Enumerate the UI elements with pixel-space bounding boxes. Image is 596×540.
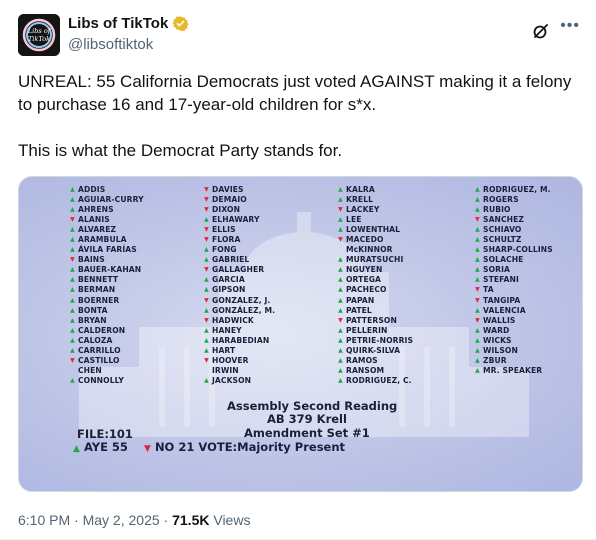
vote-row [69, 326, 144, 336]
aye-triangle-icon: ▲ [475, 246, 480, 254]
vote-row [203, 306, 275, 316]
aye-triangle-icon: ▲ [70, 276, 75, 284]
vote-row [337, 225, 413, 235]
member-name: PAPAN [346, 295, 375, 305]
member-name: ZBUR [483, 355, 507, 365]
no-triangle-icon: ▼ [204, 266, 209, 274]
aye-triangle-icon: ▲ [70, 266, 75, 274]
member-name: MURATSUCHI [346, 255, 404, 265]
vote-row [337, 336, 413, 346]
no-triangle-icon: ▼ [475, 216, 480, 224]
more-icon[interactable]: ••• [560, 17, 580, 34]
aye-triangle-icon: ▲ [70, 226, 75, 234]
aye-triangle-icon: ▲ [338, 376, 343, 384]
vote-row [474, 275, 553, 285]
member-name: MR. SPEAKER [483, 365, 543, 375]
aye-tally [73, 440, 128, 454]
member-name: ALANIS [78, 215, 110, 225]
member-name: WICKS [483, 335, 512, 345]
vote-row [203, 215, 275, 225]
no-triangle-icon: ▼ [338, 316, 343, 324]
member-name: TA [483, 285, 494, 295]
aye-triangle-icon: ▲ [70, 316, 75, 324]
aye-triangle-icon: ▲ [338, 256, 343, 264]
member-name: GONZALEZ, J. [212, 295, 271, 305]
tweet-text-line1: UNREAL: 55 California Democrats just voted AGAINST making it a felony to purchase 16 and 17-year-old children for s*x. [18, 72, 572, 114]
member-name: SCHIAVO [483, 225, 522, 235]
member-name: BAINS [78, 255, 105, 265]
member-name: PATTERSON [346, 315, 397, 325]
aye-triangle-icon: ▲ [70, 306, 75, 314]
no-triangle-icon: ▼ [70, 356, 75, 364]
no-triangle-icon: ▼ [144, 444, 151, 454]
member-name: NGUYEN [346, 265, 383, 275]
member-name: ALVAREZ [78, 225, 117, 235]
member-name: IRWIN [212, 365, 239, 375]
member-name: ELHAWARY [212, 215, 260, 225]
aye-triangle-icon: ▲ [338, 196, 343, 204]
vote-row [337, 275, 413, 285]
aye-triangle-icon: ▲ [475, 276, 480, 284]
member-name: BAUER-KAHAN [78, 265, 142, 275]
vote-row [69, 205, 144, 215]
vote-row [203, 356, 275, 366]
aye-triangle-icon: ▲ [73, 444, 80, 454]
member-name: CALOZA [78, 335, 113, 345]
vote-row [203, 285, 275, 295]
aye-triangle-icon: ▲ [204, 216, 209, 224]
no-triangle-icon: ▼ [204, 206, 209, 214]
aye-triangle-icon: ▲ [70, 286, 75, 294]
vote-row [69, 245, 144, 255]
vote-row [337, 235, 413, 245]
no-triangle-icon: ▼ [70, 256, 75, 264]
aye-triangle-icon: ▲ [70, 326, 75, 334]
aye-triangle-icon: ▲ [338, 186, 343, 194]
no-triangle-icon: ▼ [338, 206, 343, 214]
aye-triangle-icon: ▲ [338, 276, 343, 284]
no-triangle-icon: ▼ [204, 296, 209, 304]
aye-triangle-icon: ▲ [70, 206, 75, 214]
vote-row [474, 316, 553, 326]
member-name: HADWICK [212, 315, 254, 325]
vote-row [337, 366, 413, 376]
member-name: RUBIO [483, 205, 511, 215]
vote-row [337, 376, 413, 386]
member-name: GALLAGHER [212, 265, 265, 275]
no-triangle-icon: ▼ [475, 316, 480, 324]
aye-triangle-icon: ▲ [338, 296, 343, 304]
meta-separator: · [74, 512, 79, 528]
bill-label: AB 379 Krell [267, 412, 347, 426]
aye-triangle-icon: ▲ [338, 346, 343, 354]
tweet-time[interactable]: 6:10 PM [18, 512, 71, 528]
aye-triangle-icon: ▲ [338, 306, 343, 314]
aye-tally-label: AYE 55 [83, 440, 128, 454]
member-name: LEE [346, 215, 362, 225]
aye-triangle-icon: ▲ [475, 236, 480, 244]
tweet-date[interactable]: May 2, 2025 [82, 512, 160, 528]
member-name: ADDIS [78, 185, 106, 194]
vote-row [69, 376, 144, 386]
vote-row [203, 185, 275, 195]
file-label: FILE:101 [77, 427, 133, 441]
vote-row [203, 225, 275, 235]
vote-row [203, 376, 275, 386]
member-name: CARRILLO [78, 345, 121, 355]
member-name: VALENCIA [483, 305, 526, 315]
member-name: QUIRK-SILVA [346, 345, 401, 355]
member-name: ORTEGA [346, 275, 382, 285]
no-triangle-icon: ▼ [204, 186, 209, 194]
vote-row [203, 336, 275, 346]
vote-column-4 [474, 185, 553, 376]
vote-row [474, 185, 553, 195]
member-name: PACHECO [346, 285, 387, 295]
meta-separator: · [163, 512, 169, 528]
aye-triangle-icon: ▲ [204, 286, 209, 294]
member-name: HOOVER [212, 355, 249, 365]
vote-type-label: VOTE:Majority Present [198, 440, 346, 454]
vote-row [337, 255, 413, 265]
user-handle[interactable]: @libsoftiktok [68, 36, 154, 53]
member-name: FONG [212, 245, 237, 255]
vote-row [69, 336, 144, 346]
vote-row [69, 306, 144, 316]
no-tally [144, 440, 345, 454]
vote-row [203, 245, 275, 255]
vote-row [203, 265, 275, 275]
aye-triangle-icon: ▲ [204, 276, 209, 284]
vote-row [69, 296, 144, 306]
aye-triangle-icon: ▲ [338, 356, 343, 364]
aye-triangle-icon: ▲ [70, 186, 75, 194]
member-name: STEFANI [483, 275, 519, 285]
member-name: SHARP-COLLINS [483, 245, 553, 255]
verified-badge-icon[interactable] [172, 15, 189, 32]
member-name: KALRA [346, 185, 375, 194]
member-name: GARCIA [212, 275, 245, 285]
aye-triangle-icon: ▲ [204, 336, 209, 344]
avatar[interactable] [18, 14, 60, 56]
vote-row [69, 255, 144, 265]
member-name: DAVIES [212, 185, 244, 194]
aye-triangle-icon: ▲ [475, 226, 480, 234]
aye-triangle-icon: ▲ [204, 246, 209, 254]
vote-row [337, 185, 413, 195]
member-name: RODRIGUEZ, C. [346, 375, 412, 385]
member-name: SCHULTZ [483, 235, 522, 245]
vote-row [203, 235, 275, 245]
no-vote-marker [203, 368, 210, 374]
aye-triangle-icon: ▲ [338, 326, 343, 334]
member-name: PATEL [346, 305, 372, 315]
aye-triangle-icon: ▲ [70, 196, 75, 204]
vote-row [69, 366, 144, 376]
vote-column-1 [69, 185, 144, 386]
vote-row [203, 316, 275, 326]
vote-row [69, 316, 144, 326]
tweet-text [18, 70, 578, 162]
aye-triangle-icon: ▲ [475, 266, 480, 274]
member-name: WILSON [483, 345, 518, 355]
vote-row [474, 195, 553, 205]
member-name: SANCHEZ [483, 215, 525, 225]
avatar-text: Libs of [27, 27, 51, 35]
vote-row [337, 356, 413, 366]
member-name: CHEN [78, 365, 102, 375]
member-name: ÁVILA FARÍAS [78, 245, 137, 255]
vote-row [203, 366, 275, 376]
vote-row [474, 235, 553, 245]
aye-triangle-icon: ▲ [338, 286, 343, 294]
vote-row [474, 265, 553, 275]
aye-triangle-icon: ▲ [70, 246, 75, 254]
aye-triangle-icon: ▲ [338, 336, 343, 344]
reading-label: Assembly Second Reading [227, 399, 398, 413]
no-triangle-icon: ▼ [204, 236, 209, 244]
aye-triangle-icon: ▲ [475, 356, 480, 364]
member-name: CASTILLO [78, 355, 120, 365]
vote-row [337, 306, 413, 316]
vote-row [69, 235, 144, 245]
member-name: GIPSON [212, 285, 246, 295]
aye-triangle-icon: ▲ [70, 336, 75, 344]
no-tally-label: NO 21 [154, 440, 195, 454]
grok-icon[interactable] [532, 22, 550, 40]
aye-triangle-icon: ▲ [475, 256, 480, 264]
member-name: HARABEDIAN [212, 335, 270, 345]
member-name: LACKEY [346, 205, 380, 215]
no-triangle-icon: ▼ [338, 236, 343, 244]
no-triangle-icon: ▼ [204, 196, 209, 204]
aye-triangle-icon: ▲ [475, 346, 480, 354]
vote-row [474, 225, 553, 235]
vote-row [474, 356, 553, 366]
member-name: RAMOS [346, 355, 378, 365]
vote-row [69, 346, 144, 356]
member-name: JACKSON [212, 375, 252, 385]
aye-triangle-icon: ▲ [204, 346, 209, 354]
member-name: BOERNER [78, 295, 120, 305]
aye-triangle-icon: ▲ [475, 326, 480, 334]
vote-row [337, 296, 413, 306]
member-name: BERMAN [78, 285, 116, 295]
member-name: ARAMBULA [78, 235, 127, 245]
member-name: KRELL [346, 195, 374, 205]
vote-row [474, 296, 553, 306]
vote-row [69, 185, 144, 195]
member-name: BONTA [78, 305, 108, 315]
member-name: WARD [483, 325, 510, 335]
aye-triangle-icon: ▲ [338, 366, 343, 374]
amendment-label: Amendment Set #1 [244, 426, 370, 440]
views-count[interactable]: 71.5K [172, 512, 210, 528]
vote-row [474, 326, 553, 336]
no-vote-marker [337, 247, 344, 253]
member-name: BENNETT [78, 275, 119, 285]
member-name: AGUIAR-CURRY [78, 195, 144, 205]
vote-row [474, 366, 553, 376]
vote-row [337, 265, 413, 275]
vote-column-3 [337, 185, 413, 386]
vote-row [69, 195, 144, 205]
no-vote-marker [69, 368, 76, 374]
member-name: PETRIE-NORRIS [346, 335, 414, 345]
aye-triangle-icon: ▲ [475, 336, 480, 344]
vote-column-2 [203, 185, 275, 386]
member-name: HART [212, 345, 236, 355]
member-name: GONZÁLEZ, M. [212, 305, 276, 315]
vote-row [69, 225, 144, 235]
member-name: GABRIEL [212, 255, 250, 265]
member-name: CALDERON [78, 325, 126, 335]
vote-row [203, 275, 275, 285]
vote-row [337, 215, 413, 225]
member-name: BRYAN [78, 315, 107, 325]
aye-triangle-icon: ▲ [338, 216, 343, 224]
display-name[interactable]: Libs of TikTok [68, 15, 169, 32]
member-name: HANEY [212, 325, 242, 335]
aye-triangle-icon: ▲ [475, 196, 480, 204]
member-name: RODRIGUEZ, M. [483, 185, 551, 194]
vote-row [203, 195, 275, 205]
vote-row [474, 346, 553, 356]
member-name: WALLIS [483, 315, 516, 325]
no-triangle-icon: ▼ [70, 216, 75, 224]
vote-row [69, 285, 144, 295]
vote-row [474, 245, 553, 255]
aye-triangle-icon: ▲ [475, 186, 480, 194]
tweet-meta [18, 512, 250, 528]
vote-row [337, 205, 413, 215]
vote-row [474, 215, 553, 225]
svg-text:TikTok: TikTok [27, 35, 51, 43]
vote-row [203, 296, 275, 306]
vote-row [69, 215, 144, 225]
no-triangle-icon: ▼ [475, 286, 480, 294]
vote-row [337, 326, 413, 336]
no-triangle-icon: ▼ [204, 226, 209, 234]
no-triangle-icon: ▼ [475, 296, 480, 304]
vote-row [474, 255, 553, 265]
aye-triangle-icon: ▲ [70, 346, 75, 354]
member-name: McKINNOR [346, 245, 393, 255]
member-name: TANGIPA [483, 295, 521, 305]
vote-row [69, 356, 144, 366]
member-name: DEMAIO [212, 195, 247, 205]
vote-row [474, 336, 553, 346]
member-name: ELLIS [212, 225, 236, 235]
aye-triangle-icon: ▲ [475, 306, 480, 314]
vote-row [337, 285, 413, 295]
vote-row [203, 205, 275, 215]
aye-triangle-icon: ▲ [338, 266, 343, 274]
aye-triangle-icon: ▲ [70, 376, 75, 384]
vote-row [69, 275, 144, 285]
member-name: AHRENS [78, 205, 114, 215]
tweet-header [18, 14, 580, 58]
member-name: CONNOLLY [78, 375, 124, 385]
member-name: RANSOM [346, 365, 385, 375]
member-name: SORIA [483, 265, 510, 275]
no-triangle-icon: ▼ [204, 356, 209, 364]
views-label: Views [213, 512, 251, 528]
vote-row [337, 195, 413, 205]
aye-triangle-icon: ▲ [204, 306, 209, 314]
vote-row [203, 255, 275, 265]
aye-triangle-icon: ▲ [70, 296, 75, 304]
member-name: ROGERS [483, 195, 519, 205]
vote-row [474, 205, 553, 215]
vote-row [337, 346, 413, 356]
no-triangle-icon: ▼ [204, 316, 209, 324]
member-name: SOLACHE [483, 255, 524, 265]
member-name: PELLERIN [346, 325, 388, 335]
aye-triangle-icon: ▲ [70, 236, 75, 244]
tweet-media-image[interactable] [18, 176, 583, 492]
aye-triangle-icon: ▲ [204, 376, 209, 384]
tweet-text-line2: This is what the Democrat Party stands for. [18, 141, 343, 160]
member-name: FLORA [212, 235, 241, 245]
aye-triangle-icon: ▲ [204, 326, 209, 334]
member-name: DIXON [212, 205, 241, 215]
member-name: LOWENTHAL [346, 225, 401, 235]
aye-triangle-icon: ▲ [338, 226, 343, 234]
aye-triangle-icon: ▲ [475, 366, 480, 374]
vote-row [474, 306, 553, 316]
aye-triangle-icon: ▲ [475, 206, 480, 214]
member-name: MACEDO [346, 235, 384, 245]
vote-row [203, 326, 275, 336]
vote-row [203, 346, 275, 356]
vote-row [337, 316, 413, 326]
vote-row [474, 285, 553, 295]
aye-triangle-icon: ▲ [204, 256, 209, 264]
vote-row [337, 245, 413, 255]
vote-row [69, 265, 144, 275]
